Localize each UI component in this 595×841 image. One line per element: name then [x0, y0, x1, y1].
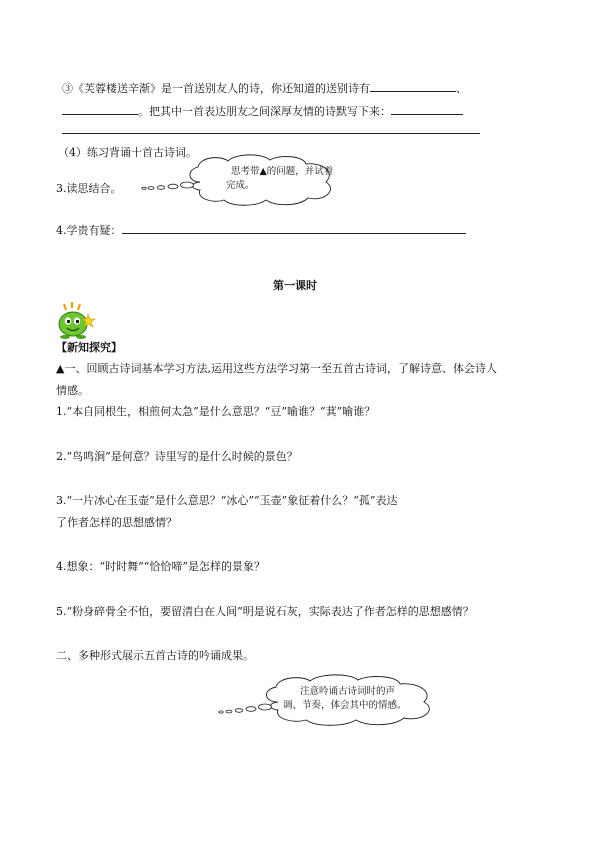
question-1: 1.“本自同根生，相煎何太急”是什么意思？“豆”喻谁？“萁”喻谁？ [56, 405, 376, 418]
task1-line2: 情感。 [56, 384, 89, 397]
q3-text: ③《芙蓉楼送辛渐》是一首送别友人的诗，你还知道的送别诗有 [62, 82, 370, 95]
q3-line1 [62, 80, 467, 96]
question-2: 2.“鸟鸣涧”是何意？诗里写的是什么时候的景色？ [56, 450, 298, 463]
cloud2-line2: 调、节奏，体会其中的情感。 [283, 700, 407, 711]
task1-line1: ▲一、回顾古诗词基本学习方法,运用这些方法学习第一至五首古诗词，了解诗意、体会诗人 [56, 362, 497, 375]
lesson-title: 第一课时 [273, 279, 317, 292]
question-3a: 3.“一片冰心在玉壶”是什么意思？“冰心”“玉壶”象征着什么？“孤”表达 [56, 494, 398, 507]
item-doubt [56, 222, 466, 238]
cloud1-line1: 思考带▲的问题，并试着 [231, 166, 334, 177]
item-doubt-label: 4.学贵有疑： [56, 224, 122, 237]
cloud2-line1: 注意吟诵古诗词时的声 [300, 686, 396, 697]
green-smiley-mascot-icon [55, 302, 97, 340]
section-label: 【新知探究】 [56, 341, 122, 354]
answer-blank[interactable] [391, 103, 463, 115]
answer-blank[interactable] [370, 80, 456, 92]
question-3b: 了作者怎样的思想感情？ [56, 516, 177, 529]
separator: 、 [456, 82, 467, 95]
question-5: 5.“粉身碎骨全不怕，要留清白在人间”明是说石灰，实际表达了作者怎样的思想感情？ [56, 605, 474, 618]
question-4: 4.想象：“时时舞”“恰恰啼”是怎样的景象？ [56, 560, 265, 573]
item-read: 3.读思结合。 [56, 182, 122, 195]
item-4: （4）练习背诵十首古诗词。 [58, 146, 197, 159]
q3-line2 [62, 103, 463, 119]
answer-blank[interactable] [62, 103, 138, 115]
q3-instruction: 。把其中一首表达朋友之间深厚友情的诗默写下来： [138, 105, 391, 118]
answer-blank[interactable] [122, 222, 466, 234]
cloud1-line2: 完成。 [226, 180, 255, 191]
task2: 二、多种形式展示五首古诗的吟诵成果。 [56, 649, 254, 662]
answer-line[interactable] [62, 133, 480, 134]
